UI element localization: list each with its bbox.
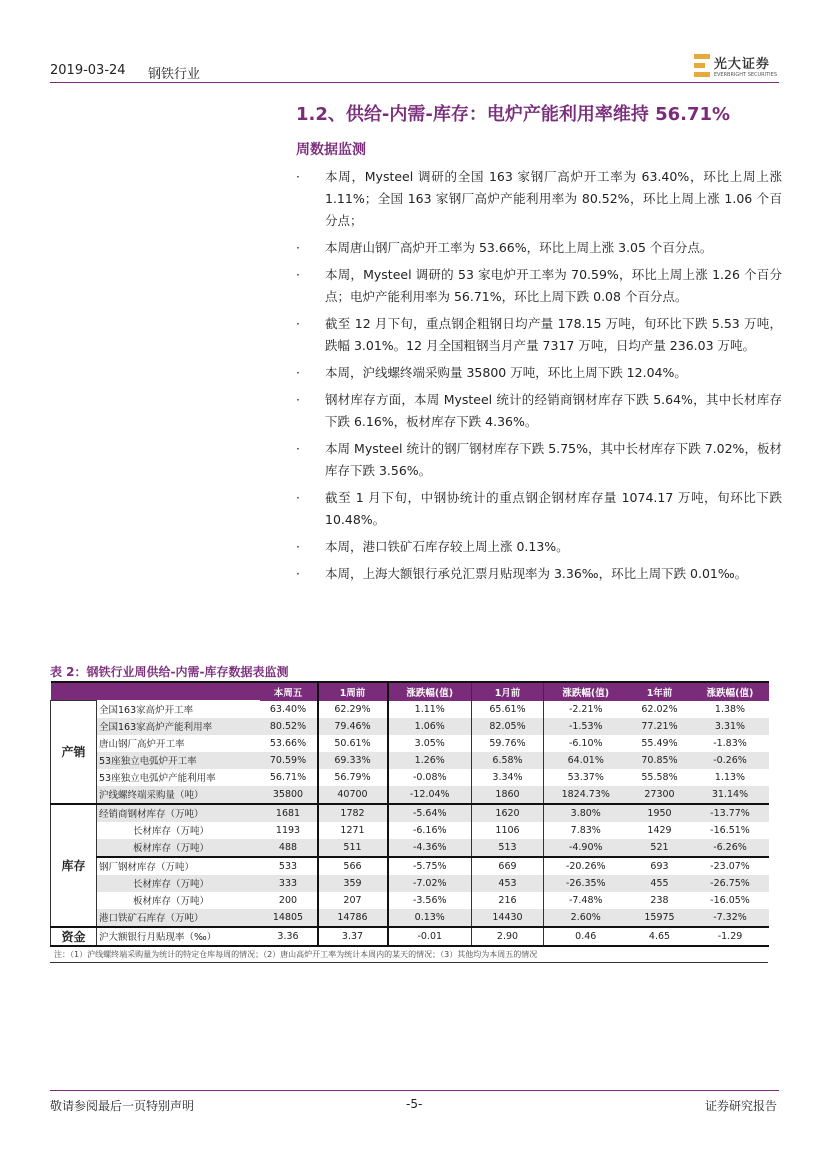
table-header-cell: 涨跌幅(值) (388, 682, 472, 701)
table-row (51, 718, 769, 735)
table-header-cell: 1年前 (628, 682, 692, 701)
row-label: 板材库存（万吨） (133, 896, 210, 907)
table-cell: 79.46% (318, 718, 388, 735)
table-cell: -1.53% (544, 718, 628, 735)
table-cell: 77.21% (628, 718, 692, 735)
bullet-text: 截至 1 月下旬，中钢协统计的重点钢企钢材库存量 1074.17 万吨，旬环比下跌 10.48%。 (325, 490, 782, 527)
table-cell: -3.56% (412, 894, 447, 906)
row-label: 板材库存（万吨） (97, 839, 260, 857)
table-cell: 200 (278, 894, 298, 906)
table-cell: -6.26% (692, 839, 769, 857)
table-cell: 1.26% (388, 752, 472, 769)
table-cell: 14805 (260, 909, 318, 927)
bullet-list (296, 166, 782, 590)
page-number: -5- (406, 1097, 423, 1111)
table-cell: 3.34% (472, 769, 544, 786)
table-cell: 64.01% (544, 752, 628, 769)
table-cell: 488 (260, 839, 318, 857)
section-title: 1.2、供给-内需-库存：电炉产能利用率维持 56.71% (296, 104, 731, 125)
table-cell: 1429 (647, 824, 672, 836)
report-date: 2019-03-24 (50, 63, 126, 78)
table-cell: 238 (650, 894, 669, 906)
table-header-cell: 本周五 (260, 682, 318, 701)
table-cell: -5.64% (388, 804, 472, 822)
table-cell: -7.02% (388, 875, 472, 892)
bullet-text: 本周，港口铁矿石库存较上周上涨 0.13%。 (325, 539, 569, 554)
logo-name-cn: 光大证券 (713, 57, 770, 72)
table-cell: 453 (472, 875, 544, 892)
row-label: 唐山钢厂高炉开工率 (99, 739, 185, 750)
table-cell: 2.60% (544, 909, 628, 927)
table-cell: 3.80% (544, 804, 628, 822)
table-header-cell: 1周前 (318, 682, 388, 701)
bullet-item (296, 536, 782, 558)
row-label: 全国163家高炉产能利用率 (97, 718, 260, 735)
row-label: 港口铁矿石库存（万吨） (97, 909, 260, 927)
bullet-dot-icon: · (296, 490, 300, 505)
table-cell: 693 (628, 857, 692, 875)
category-cell: 库存 (51, 804, 97, 927)
table-cell: 1271 (318, 822, 388, 839)
section-subtitle: 周数据监测 (296, 142, 366, 158)
table-cell: 27300 (628, 786, 692, 804)
table-header-cell: 涨跌幅(值) (692, 682, 769, 701)
row-label: 沪线螺终端采购量（吨） (97, 786, 260, 804)
table-cell: 359 (318, 875, 388, 892)
header-divider (50, 82, 779, 83)
table-cell: 15975 (628, 909, 692, 927)
bullet-item (296, 313, 782, 357)
bullet-item (296, 362, 782, 384)
bullet-text: 本周，Mysteel 调研的全国 163 家钢厂高炉开工率为 63.40%，环比上周上涨 1.11%；全国 163 家钢厂高炉产能利用率为 80.52%，环比上周上涨 1.06 个百分点； (325, 169, 782, 228)
table-row (51, 769, 769, 786)
table-cell: -26.75% (692, 875, 769, 892)
bullet-dot-icon: · (296, 365, 300, 380)
bullet-item (296, 237, 782, 259)
table-cell: 55.58% (641, 771, 678, 783)
table-cell: 53.37% (567, 771, 604, 783)
table-cell: 216 (472, 892, 544, 909)
table-cell: 50.61% (318, 735, 388, 752)
category-cell: 资金 (51, 927, 97, 946)
table-cell: 1.11% (414, 703, 445, 715)
table-cell: 80.52% (260, 718, 318, 735)
table-row (51, 701, 769, 718)
table-row (51, 875, 769, 892)
bullet-item (296, 563, 782, 585)
table-cell: 1824.73% (544, 786, 628, 804)
row-label: 经销商钢材库存（万吨） (97, 804, 260, 822)
table-cell: 31.14% (692, 786, 769, 804)
bullet-text: 本周 Mysteel 统计的钢厂钢材库存下跌 5.75%，其中长材库存下跌 7.02%，板材库存下跌 3.56%。 (325, 441, 782, 478)
table-cell: 0.13% (388, 909, 472, 927)
table-cell: 521 (628, 839, 692, 857)
table-cell: -1.29 (692, 927, 769, 946)
table-cell: -0.26% (692, 752, 769, 769)
table-cell: -6.10% (568, 737, 603, 749)
table-row (51, 822, 769, 839)
table-cell: 3.31% (692, 718, 769, 735)
table-cell: 3.36 (260, 927, 318, 946)
table-cell: -12.04% (388, 786, 472, 804)
table-cell: 669 (472, 857, 544, 875)
table-cell: 7.83% (570, 824, 601, 836)
row-label: 53座独立电弧炉产能利用率 (99, 773, 216, 784)
report-type: 证券研究报告 (704, 1099, 777, 1113)
data-table (50, 681, 768, 963)
row-label: 长材库存（万吨） (97, 875, 260, 892)
bullet-dot-icon: · (296, 240, 300, 255)
table-cell: -16.51% (710, 824, 750, 836)
category-cell: 产销 (51, 701, 97, 804)
table-cell: 1860 (472, 786, 544, 804)
table-cell: -0.08% (412, 771, 447, 783)
table-cell: 56.79% (318, 769, 388, 786)
table-cell: 82.05% (472, 718, 544, 735)
table-cell: 4.65 (628, 927, 692, 946)
table-note: 注：（1）沪线螺终端采购量为统计的特定仓库每周的情况；（2）唐山高炉开工率为统计本周内的某天的情况；（3）其他均为本周五的情况 (50, 947, 768, 963)
bullet-dot-icon: · (296, 539, 300, 554)
table-cell: -0.01 (388, 927, 472, 946)
table-cell: -23.07% (692, 857, 769, 875)
table-cell: 6.58% (472, 752, 544, 769)
bullet-item (296, 438, 782, 482)
bullet-dot-icon: · (296, 316, 300, 331)
table-cell: 63.40% (269, 703, 307, 715)
table-cell: 333 (260, 875, 318, 892)
table-row (51, 892, 769, 909)
table-row (51, 927, 769, 946)
table-cell: 1193 (275, 824, 301, 836)
table-cell: 455 (628, 875, 692, 892)
bullet-dot-icon: · (296, 267, 300, 282)
table-row (51, 735, 769, 752)
table-row (51, 839, 769, 857)
row-label: 全国163家高炉开工率 (99, 705, 194, 716)
table-cell: 40700 (318, 786, 388, 804)
bullet-text: 本周唐山钢厂高炉开工率为 53.66%，环比上周上涨 3.05 个百分点。 (325, 240, 713, 255)
table-cell: -4.90% (544, 839, 628, 857)
table-cell: 0.46 (544, 927, 628, 946)
table-cell: 1782 (318, 804, 388, 822)
bullet-item (296, 166, 782, 232)
table-cell: 14786 (318, 909, 388, 927)
table-cell: -20.26% (544, 857, 628, 875)
table-cell: 2.90 (472, 927, 544, 946)
table-cell: 3.37 (318, 927, 388, 946)
table-cell: 1681 (260, 804, 318, 822)
table-cell: -4.36% (388, 839, 472, 857)
bullet-item (296, 389, 782, 433)
table-row (51, 752, 769, 769)
bullet-text: 钢材库存方面，本周 Mysteel 统计的经销商钢材库存下跌 5.64%，其中长材库存下跌 6.16%，板材库存下跌 4.36%。 (325, 392, 782, 429)
bullet-text: 本周，上海大额银行承兑汇票月贴现率为 3.36‰，环比上周下跌 0.01‰。 (325, 566, 748, 581)
row-label: 53座独立电弧炉开工率 (97, 752, 260, 769)
bullet-text: 本周，沪线螺终端采购量 35800 万吨，环比上周下跌 12.04%。 (325, 365, 687, 380)
table-cell: -2.21% (568, 703, 603, 715)
table-cell: 511 (318, 839, 388, 857)
table-cell: 56.71% (269, 771, 307, 783)
table-row (51, 804, 769, 822)
table-cell: 62.29% (318, 701, 388, 718)
table-cell: 69.33% (318, 752, 388, 769)
table-cell: 1950 (628, 804, 692, 822)
table-row (51, 857, 769, 875)
table-cell: 566 (318, 857, 388, 875)
table-cell: 70.59% (260, 752, 318, 769)
table-cell: 207 (318, 892, 388, 909)
table-cell: -13.77% (692, 804, 769, 822)
row-label: 沪大额银行月贴现率（‰） (97, 927, 260, 946)
logo-name-en: EVERBRIGHT SECURITIES (713, 72, 777, 78)
table-cell: 14430 (472, 909, 544, 927)
table-header-cell: 涨跌幅(值) (544, 682, 628, 701)
table-cell: 1620 (472, 804, 544, 822)
bullet-text: 本周，Mysteel 调研的 53 家电炉开工率为 70.59%，环比上周上涨 1.26 个百分点；电炉产能利用率为 56.71%，环比上周下跌 0.08 个百分点。 (325, 267, 782, 304)
table-cell: -1.83% (713, 737, 747, 749)
bullet-dot-icon: · (296, 566, 300, 581)
table-cell: -6.16% (412, 824, 447, 836)
row-label: 长材库存（万吨） (133, 826, 210, 837)
industry-label: 钢铁行业 (148, 67, 201, 82)
table-cell: 70.85% (628, 752, 692, 769)
logo-mark-icon (694, 54, 710, 78)
table-cell: 513 (472, 839, 544, 857)
bullet-dot-icon: · (296, 169, 300, 184)
table-header-cell: 1月前 (472, 682, 544, 701)
table-cell: -26.35% (544, 875, 628, 892)
table-cell: 1.38% (714, 703, 746, 715)
table-cell: 62.02% (641, 703, 678, 715)
table-row (51, 786, 769, 804)
table-cell: 53.66% (269, 737, 307, 749)
bullet-text: 截至 12 月下旬，重点钢企粗钢日均产量 178.15 万吨，旬环比下跌 5.53 万吨，跌幅 3.01%。12 月全国粗钢当月产量 7317 万吨，日均产量 236.03 万吨。 (325, 316, 782, 353)
table-cell: 1.06% (388, 718, 472, 735)
footer-divider (50, 1090, 779, 1091)
bullet-item (296, 487, 782, 531)
table-cell: -5.75% (388, 857, 472, 875)
table-header-cell (51, 682, 260, 701)
row-label: 钢厂钢材库存（万吨） (97, 857, 260, 875)
table-cell: 65.61% (472, 701, 544, 718)
table-cell: 3.05% (414, 737, 445, 749)
table-cell: 59.76% (472, 735, 544, 752)
table-cell: -7.48% (568, 894, 603, 906)
table-row (51, 909, 769, 927)
table-title: 表 2：钢铁行业周供给-内需-库存数据表监测 (50, 665, 289, 679)
table-cell: -16.05% (710, 894, 750, 906)
company-logo (694, 53, 777, 78)
bullet-dot-icon: · (296, 441, 300, 456)
table-cell: 35800 (260, 786, 318, 804)
table-cell: 1.13% (714, 771, 746, 783)
table-cell: 1106 (472, 822, 544, 839)
table-cell: 55.49% (641, 737, 678, 749)
bullet-dot-icon: · (296, 392, 300, 407)
table-cell: -7.32% (692, 909, 769, 927)
bullet-item (296, 264, 782, 308)
table-header-row (51, 682, 769, 701)
table-cell: 533 (260, 857, 318, 875)
disclaimer-note: 敬请参阅最后一页特别声明 (50, 1099, 195, 1113)
